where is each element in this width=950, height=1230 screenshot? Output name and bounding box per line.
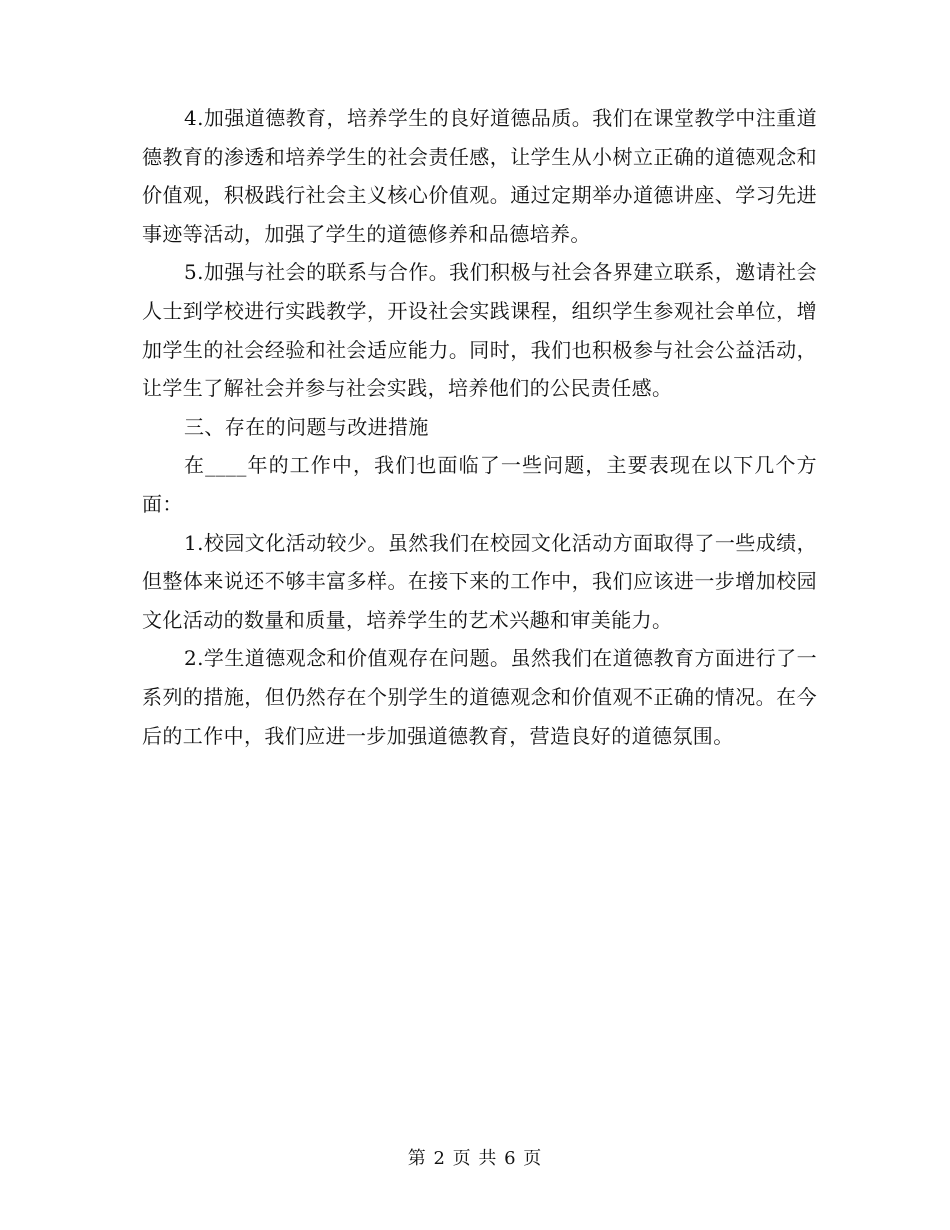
paragraph-moral-education: 4.加强道德教育，培养学生的良好道德品质。我们在课堂教学中注重道德教育的渗透和培养学生的社会责任感，让学生从小树立正确的道德观念和价值观，积极践行社会主义核心价值观。通过定期举办道德讲座、学习先进事迹等活动，加强了学生的道德修养和品德培养。	[142, 106, 817, 246]
paragraph-social-cooperation: 5.加强与社会的联系与合作。我们积极与社会各界建立联系，邀请社会人士到学校进行实践教学，开设社会实践课程，组织学生参观社会单位，增加学生的社会经验和社会适应能力。同时，我们也积极参与社会公益活动，让学生了解社会并参与社会实践，培养他们的公民责任感。	[142, 260, 817, 401]
paragraph-moral-values: 2.学生道德观念和价值观存在问题。虽然我们在道德教育方面进行了一系列的措施，但仍然存在个别学生的道德观念和价值观不正确的情况。在今后的工作中，我们应进一步加强道德教育，营造良好的道德氛围。	[142, 646, 817, 748]
section-heading-problems: 三、存在的问题与改进措施	[184, 414, 429, 439]
page-number-footer: 第 2 页 共 6 页	[407, 1148, 543, 1169]
paragraph-campus-culture: 1.校园文化活动较少。虽然我们在校园文化活动方面取得了一些成绩，但整体来说还不够丰富多样。在接下来的工作中，我们应该进一步增加校园文化活动的数量和质量，培养学生的艺术兴趣和审美能力。	[142, 530, 817, 632]
paragraph-problems-intro: 在____年的工作中，我们也面临了一些问题，主要表现在以下几个方面：	[142, 453, 817, 516]
document-body	[142, 99, 817, 755]
